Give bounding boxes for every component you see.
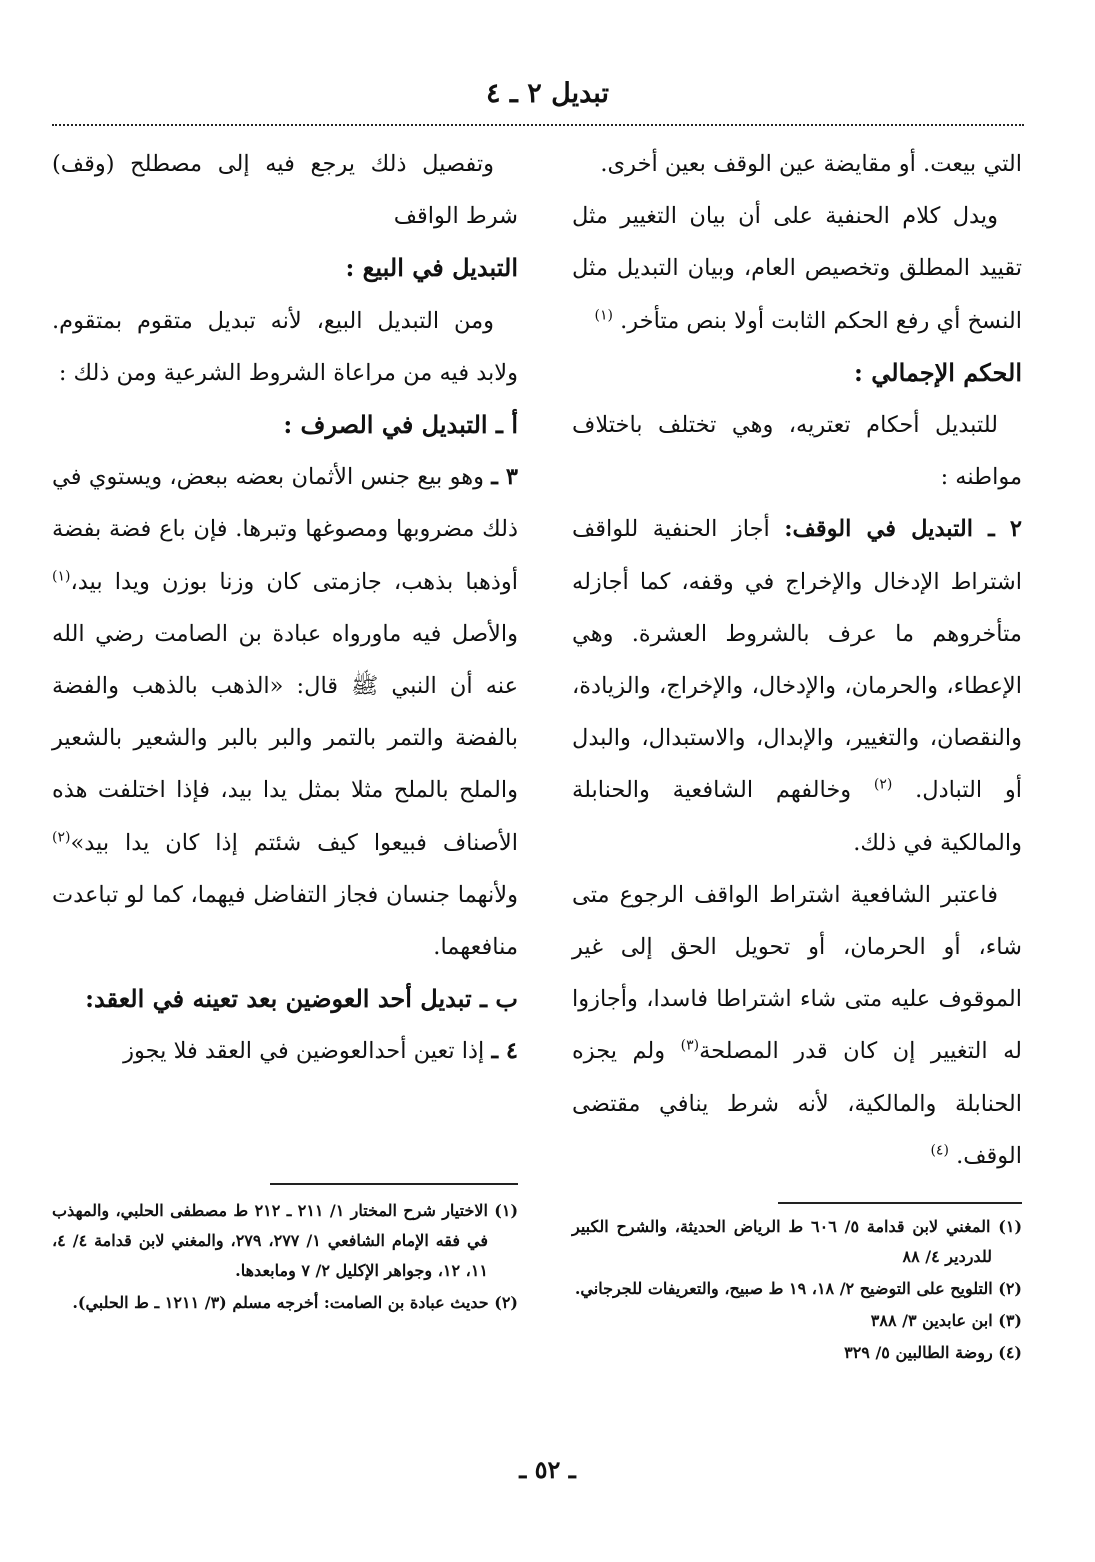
footnotes-right xyxy=(572,1212,1022,1370)
paragraph xyxy=(572,503,1022,868)
footnote: (٤) روضة الطالبين ٥/ ٣٢٩ xyxy=(844,1343,1022,1362)
footnote: (٣) ابن عابدين ٣/ ٣٨٨ xyxy=(870,1311,1022,1330)
paragraph-text: إذا تعين أحدالعوضين في العقد فلا يجوز xyxy=(123,1038,485,1065)
footnotes-left xyxy=(52,1196,518,1320)
footnote-ref[interactable]: (٢) xyxy=(52,829,71,846)
footnote-ref[interactable]: (٤) xyxy=(930,1142,949,1159)
paragraph xyxy=(52,451,518,973)
paragraph-text: أجاز الحنفية للواقف اشتراط الإدخال والإخراج في وقفه، كما أجازله متأخروهم ما عرف بالشروط العشرة. وهي الإعطاء، والحرمان، والإدخال، والإخراج، والزيادة، والنقصان، والتغيير، والإبدال، والاستبدال، والبدل أو التبادل. xyxy=(572,516,1022,804)
paragraph-text: ولم يجزه الحنابلة والمالكية، لأنه شرط ينافي مقتضى الوقف. xyxy=(572,1038,1022,1169)
paragraph: وتفصيل ذلك يرجع فيه إلى مصطلح (وقف) شرط الواقف xyxy=(52,151,518,230)
footnote-divider xyxy=(778,1202,1022,1204)
header-divider xyxy=(52,124,1024,126)
paragraph-text: وهو بيع جنس الأثمان بعضه ببعض، ويستوي في ذلك مضروبها ومصوغها وتبرها. فإن باع فضة بفضة أوذهبا بذهب، جازمتى كان وزنا بوزن ويدا بيد، xyxy=(52,464,518,595)
paragraph xyxy=(572,190,1022,347)
paragraph: التي بيعت. أو مقايضة عين الوقف بعين أخرى. xyxy=(600,151,1022,177)
section-number: ٤ ـ xyxy=(491,1038,518,1065)
right-column xyxy=(572,138,1022,1182)
footnote: (١) الاختيار شرح المختار ١/ ٢١١ ـ ٢١٢ ط مصطفى الحلبي، والمهذب في فقه الإمام الشافعي ١/ ٢٧٧، ٢٧٩، والمغني لابن قدامة ٤/ ٤، ١١، ١٢، وجواهر الإكليل ٢/ ٧ ومابعدها. xyxy=(52,1201,519,1280)
paragraph xyxy=(572,869,1022,1182)
paragraph-text: فاعتبر الشافعية اشتراط الواقف الرجوع متى شاء، أو الحرمان، أو تحويل الحق إلى غير الموقوف عليه متى شاء اشتراطا فاسدا، وأجازوا له التغيير إن كان قدر المصلحة xyxy=(572,881,1023,1065)
paragraph: ومن التبديل البيع، لأنه تبديل متقوم بمتقوم. ولابد فيه من مراعاة الشروط الشرعية ومن ذلك : xyxy=(52,307,518,386)
section-number: ٣ ـ xyxy=(491,464,518,491)
footnote-ref[interactable]: (٣) xyxy=(680,1037,700,1054)
footnote-divider xyxy=(270,1183,518,1185)
footnote-ref[interactable]: (١) xyxy=(52,568,71,585)
footnote-ref[interactable]: (٢) xyxy=(873,776,893,793)
section-heading: أ ـ التبديل في الصرف : xyxy=(283,410,518,440)
footnote: (١) المغني لابن قدامة ٥/ ٦٠٦ ط الرياض الحديثة، والشرح الكبير للدردير ٤/ ٨٨ xyxy=(572,1217,1023,1266)
page-number: ـ ٥٢ ـ xyxy=(519,1455,576,1484)
footnote-ref[interactable]: (١) xyxy=(594,307,613,324)
paragraph: للتبديل أحكام تعتريه، وهي تختلف باختلاف مواطنه : xyxy=(572,412,1022,491)
section-number: ٢ ـ التبديل في الوقف: xyxy=(784,516,1022,543)
paragraph-text: وخالفهم الشافعية والحنابلة والمالكية في ذلك. xyxy=(572,777,1022,856)
paragraph-text: والأصل فيه ماورواه عبادة بن الصامت رضي الله عنه أن النبي ﷺ قال: «الذهب بالذهب والفضة بالفضة والتمر بالتمر والبر بالبر والشعير بالشعير والملح بالملح مثلا بمثل يدا بيد، فإذا اختلفت هذه الأصناف فبيعوا كيف شئتم إذا كان يدا بيد» xyxy=(52,620,518,856)
section-heading: الحكم الإجمالي : xyxy=(854,357,1022,387)
section-heading: ب ـ تبديل أحد العوضين بعد تعينه في العقد: xyxy=(85,984,518,1014)
paragraph-text: ويدل كلام الحنفية على أن بيان التغيير مثل تقييد المطلق وتخصيص العام، وبيان التبديل مثل النسخ أي رفع الحكم الثابت أولا بنص متأخر. xyxy=(572,203,1022,334)
running-header: تبديل ٢ ـ ٤ xyxy=(486,78,609,109)
footnote: (٢) التلويح على التوضيح ٢/ ١٨، ١٩ ط صبيح، والتعريفات للجرجاني. xyxy=(574,1279,1022,1298)
left-column xyxy=(52,138,518,1078)
footnote: (٢) حديث عبادة بن الصامت: أخرجه مسلم (٣/ ١٢١١ ـ ط الحلبي). xyxy=(72,1293,518,1312)
paragraph xyxy=(52,1025,518,1077)
section-heading: التبديل في البيع : xyxy=(345,253,518,283)
paragraph-text: ولأنهما جنسان فجاز التفاضل فيهما، كما لو تباعدت منافعهما. xyxy=(52,881,518,961)
